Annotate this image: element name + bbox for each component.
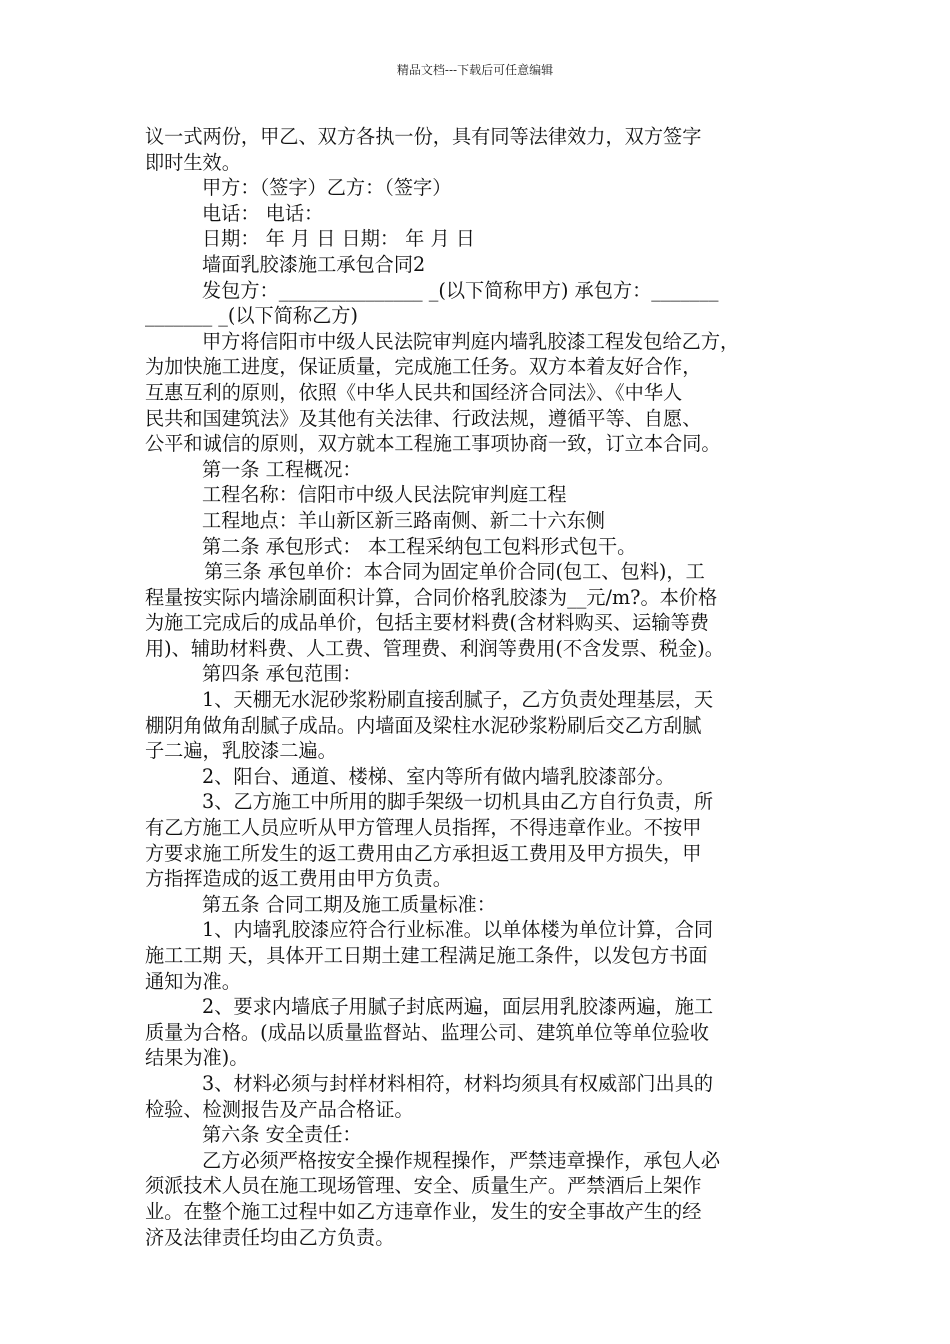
text-line: 3、材料必须与封样材料相符，材料均须具有权威部门出具的 (202, 1071, 714, 1095)
article-heading: 第一条 工程概况： (202, 457, 362, 481)
party-line: 发包方：_______________ _(以下简称甲方) 承包方：_______ (202, 278, 719, 302)
article-heading: 第三条 承包单价：本合同为固定单价合同(包工、包料)，工 (204, 560, 705, 584)
text-line: 棚阴角做角刮腻子成品。内墙面及梁柱水泥砂浆粉刷后交乙方刮腻 (145, 713, 702, 737)
text-line: 为加快施工进度，保证质量，完成施工任务。双方本着友好合作， (145, 355, 702, 379)
party-line: _______ _(以下简称乙方) (145, 304, 358, 328)
text-line: 方指挥造成的返工费用由甲方负责。 (145, 867, 452, 891)
text-line: 用)、辅助材料费、人工费、管理费、利润等费用(不含发票、税金)。 (145, 636, 724, 660)
text-line: 程量按实际内墙涂刷面积计算，合同价格乳胶漆为__元/m?。本价格 (145, 585, 718, 609)
text-line: 1、内墙乳胶漆应符合行业标准。以单体楼为单位计算，合同 (202, 918, 714, 942)
text-line: 1、天棚无水泥砂浆粉刷直接刮腻子，乙方负责处理基层，天 (202, 688, 714, 712)
text-line: 施工工期 天，具体开工日期土建工程满足施工条件，以发包方书面 (145, 944, 708, 967)
text-line: 有乙方施工人员应听从甲方管理人员指挥，不得违章作业。不按甲 (145, 816, 702, 840)
article-heading: 第二条 承包形式： 本工程采纳包工包料形式包干。 (202, 534, 637, 558)
text-line: 济及法律责任均由乙方负责。 (145, 1225, 395, 1249)
document-body (145, 124, 807, 1250)
text-line: 甲方将信阳市中级人民法院审判庭内墙乳胶漆工程发包给乙方， (202, 329, 740, 353)
text-line: 检验、检测报告及产品合格证。 (145, 1097, 414, 1121)
text-line: 通知为准。 (145, 969, 241, 993)
text-line: 为施工完成后的成品单价，包括主要材料费(含材料购买、运输等费 (145, 611, 709, 635)
text-line: 质量为合格。(成品以质量监督站、监理公司、建筑单位等单位验收 (145, 1020, 709, 1044)
text-line: 互惠互利的原则，依照《中华人民共和国经济合同法》、《中华人 (145, 380, 683, 404)
page-header: 精品文档---下载后可任意编辑 (396, 63, 554, 77)
text-line: 民共和国建筑法》及其他有关法律、行政法规，遵循平等、自愿、 (145, 406, 702, 430)
text-line: 公平和诚信的原则，双方就本工程施工事项协商一致，订立本合同。 (145, 432, 721, 456)
article-heading: 第四条 承包范围： (202, 662, 362, 686)
signature-line: 甲方：（签字）乙方：（签字） (202, 176, 452, 200)
text-line: 2、阳台、通道、楼梯、室内等所有做内墙乳胶漆部分。 (202, 764, 675, 788)
article-heading: 第六条 安全责任： (202, 1123, 362, 1147)
text-line: 3、乙方施工中所用的脚手架级一切机具由乙方自行负责，所 (202, 790, 714, 814)
text-line: 方要求施工所发生的返工费用由乙方承担返工费用及甲方损失，甲 (145, 841, 702, 865)
text-line: 即时生效。 (145, 150, 241, 174)
phone-line: 电话： 电话： (202, 201, 324, 225)
text-line: 结果为准)。 (145, 1046, 249, 1070)
text-line: 子二遍，乳胶漆二遍。 (145, 739, 337, 763)
text-line: 业。在整个施工过程中如乙方违章作业，发生的安全事故产生的经 (145, 1199, 702, 1223)
text-line: 2、要求内墙底子用腻子封底两遍，面层用乳胶漆两遍，施工 (202, 995, 714, 1019)
text-line: 乙方必须严格按安全操作规程操作，严禁违章操作，承包人必 (202, 1148, 721, 1172)
date-line: 日期： 年 月 日 日期： 年 月 日 (202, 227, 475, 251)
article-heading: 第五条 合同工期及施工质量标准： (202, 892, 496, 916)
text-line: 须派技术人员在施工现场管理、安全、质量生产。严禁酒后上架作 (145, 1174, 702, 1198)
text-line: 议一式两份，甲乙、双方各执一份，具有同等法律效力，双方签字 (145, 125, 702, 148)
text-line: 工程地点：羊山新区新三路南侧、新二十六东侧 (202, 508, 605, 532)
text-line: 工程名称：信阳市中级人民法院审判庭工程 (202, 483, 567, 507)
contract-title: 墙面乳胶漆施工承包合同2 (202, 252, 426, 276)
